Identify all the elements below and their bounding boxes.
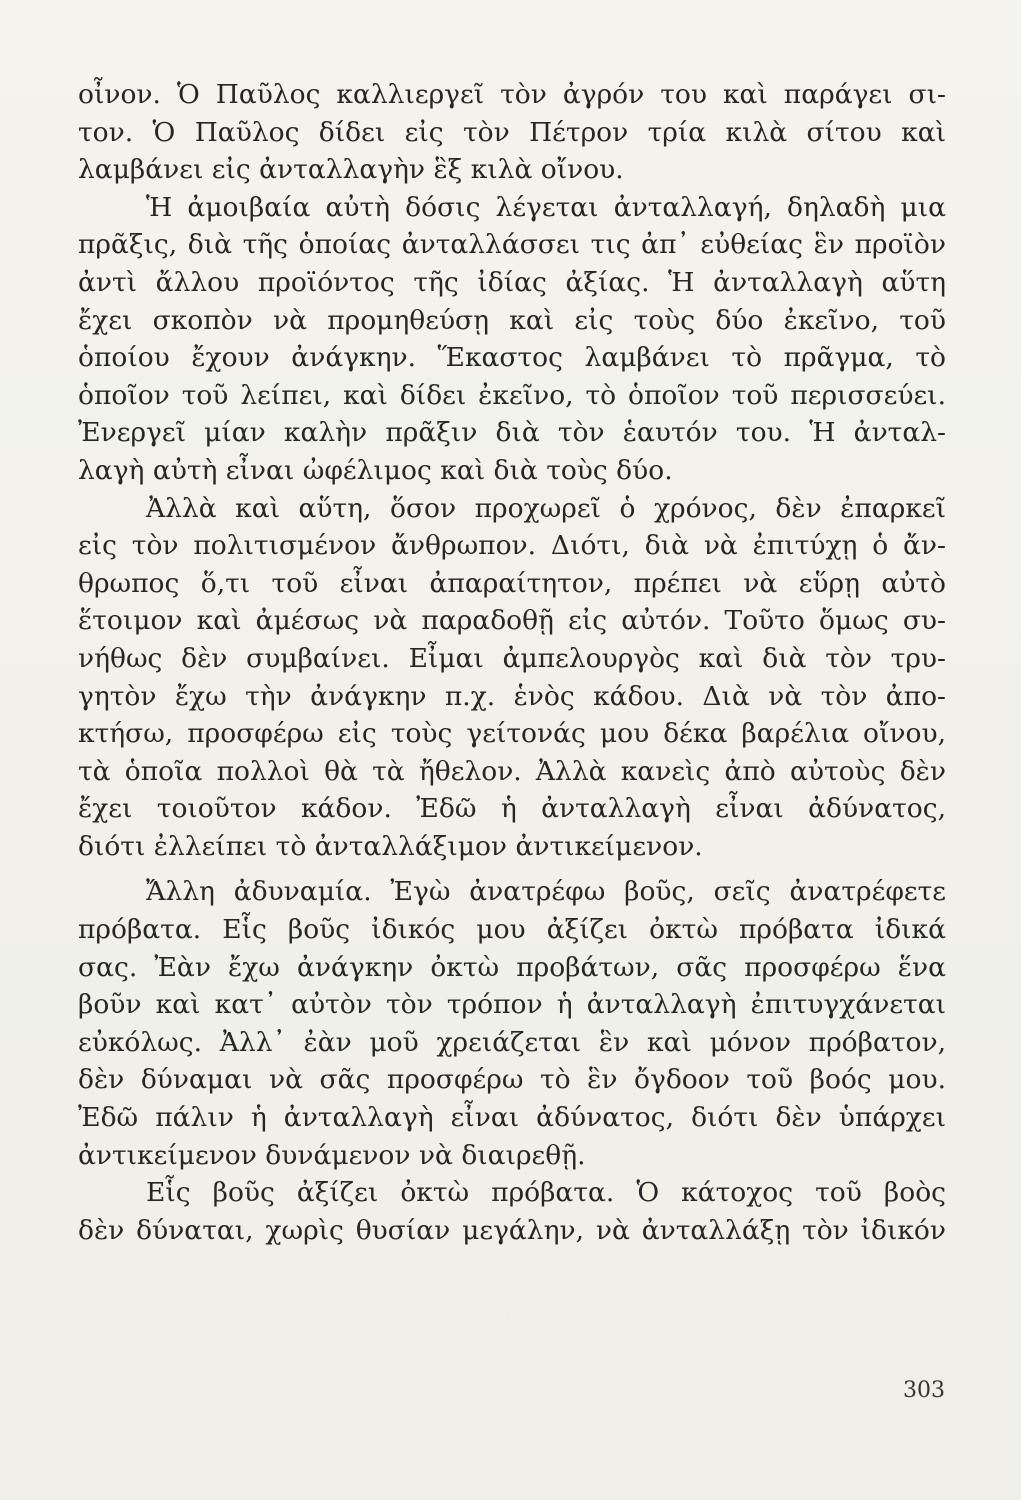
text-line: ὁποίου ἔχουν ἀνάγκην. Ἕκαστος λαμβάνει τὸ πρᾶγμα, τὸ [78, 342, 946, 374]
text-line: δὲν δύναται, χωρὶς θυσίαν μεγάλην, νὰ ἀνταλλάξῃ τὸν ἰδικόν [78, 1214, 946, 1246]
page-number: 303 [903, 1378, 945, 1403]
text-line: νήθως δὲν συμβαίνει. Εἶμαι ἀμπελουργὸς καὶ διὰ τὸν τρυ- [78, 642, 946, 674]
text-line: ἔχει σκοπὸν νὰ προμηθεύσῃ καὶ εἰς τοὺς δύο ἐκεῖνο, τοῦ [78, 304, 946, 336]
text-line: ὁποῖον τοῦ λείπει, καὶ δίδει ἐκεῖνο, τὸ ὁποῖον τοῦ περισσεύει. [78, 379, 946, 411]
text-line: σας. Ἐὰν ἔχω ἀνάγκην ὀκτὼ προβάτων, σᾶς προσφέρω ἕνα [78, 951, 946, 983]
paragraph-first-line: Ἀλλὰ καὶ αὕτη, ὅσον προχωρεῖ ὁ χρόνος, δὲν ἐπαρκεῖ [146, 492, 946, 524]
text-line: τον. Ὁ Παῦλος δίδει εἰς τὸν Πέτρον τρία κιλὰ σίτου καὶ [78, 116, 946, 148]
text-line: γητὸν ἔχω τὴν ἀνάγκην π.χ. ἑνὸς κάδου. Διὰ νὰ τὸν ἀπο- [78, 680, 946, 712]
paragraph-first-line: Ἡ ἀμοιβαία αὐτὴ δόσις λέγεται ἀνταλλαγή, δηλαδὴ μια [146, 191, 946, 223]
text-line: πρᾶξις, διὰ τῆς ὁποίας ἀνταλλάσσει τις ἀπ᾽ εὐθείας ἓν προϊὸν [78, 229, 946, 261]
text-line: λαγὴ αὐτὴ εἶναι ὠφέλιμος καὶ διὰ τοὺς δύο. [78, 454, 673, 486]
text-line: ἀντὶ ἄλλου προϊόντος τῆς ἰδίας ἀξίας. Ἡ ἀνταλλαγὴ αὕτη [78, 266, 946, 298]
paragraph-first-line: Ἄλλη ἀδυναμία. Ἐγὼ ἀνατρέφω βοῦς, σεῖς ἀνατρέφετε [146, 876, 946, 908]
text-line: δὲν δύναμαι νὰ σᾶς προσφέρω τὸ ἓν ὄγδοον τοῦ βοός μου. [78, 1064, 946, 1096]
text-line: Ἐδῶ πάλιν ἡ ἀνταλλαγὴ εἶναι ἀδύνατος, διότι δὲν ὑπάρχει [78, 1102, 946, 1134]
text-line: πρόβατα. Εἷς βοῦς ἰδικός μου ἀξίζει ὀκτὼ πρόβατα ἰδικά [78, 914, 946, 946]
paragraph-first-line: Εἷς βοῦς ἀξίζει ὀκτὼ πρόβατα. Ὁ κάτοχος τοῦ βοὸς [146, 1177, 946, 1209]
paragraph-gap [78, 865, 946, 873]
text-line: Ἐνεργεῖ μίαν καλὴν πρᾶξιν διὰ τὸν ἑαυτόν του. Ἡ ἀνταλ- [78, 417, 946, 449]
text-line: κτήσω, προσφέρω εἰς τοὺς γείτονάς μου δέκα βαρέλια οἴνου, [78, 718, 946, 750]
text-line: βοῦν καὶ κατ᾽ αὐτὸν τὸν τρόπον ἡ ἀνταλλαγὴ ἐπιτυγχάνεται [78, 989, 946, 1021]
text-line: λαμβάνει εἰς ἀνταλλαγὴν ἓξ κιλὰ οἴνου. [78, 154, 624, 186]
body-text [78, 76, 946, 1249]
text-line: ἔχει τοιοῦτον κάδον. Ἐδῶ ἡ ἀνταλλαγὴ εἶναι ἀδύνατος, [78, 793, 946, 825]
text-line: θρωπος ὅ,τι τοῦ εἶναι ἀπαραίτητον, πρέπει νὰ εὕρῃ αὐτὸ [78, 567, 946, 599]
text-line: διότι ἐλλείπει τὸ ἀνταλλάξιμον ἀντικείμενον. [78, 830, 703, 862]
text-line: τὰ ὁποῖα πολλοὶ θὰ τὰ ἤθελον. Ἀλλὰ κανεὶς ἀπὸ αὐτοὺς δὲν [78, 755, 946, 787]
text-line: εἰς τὸν πολιτισμένον ἄνθρωπον. Διότι, διὰ νὰ ἐπιτύχῃ ὁ ἄν- [78, 530, 946, 562]
text-line: οἶνον. Ὁ Παῦλος καλλιεργεῖ τὸν ἀγρόν του καὶ παράγει σι- [78, 79, 946, 110]
text-line: ἕτοιμον καὶ ἀμέσως νὰ παραδοθῇ εἰς αὐτόν. Τοῦτο ὅμως συ- [78, 605, 946, 637]
text-line: ἀντικείμενον δυνάμενον νὰ διαιρεθῇ. [78, 1139, 586, 1171]
text-line: εὐκόλως. Ἀλλ᾽ ἐὰν μοῦ χρειάζεται ἓν καὶ μόνον πρόβατον, [78, 1026, 946, 1058]
